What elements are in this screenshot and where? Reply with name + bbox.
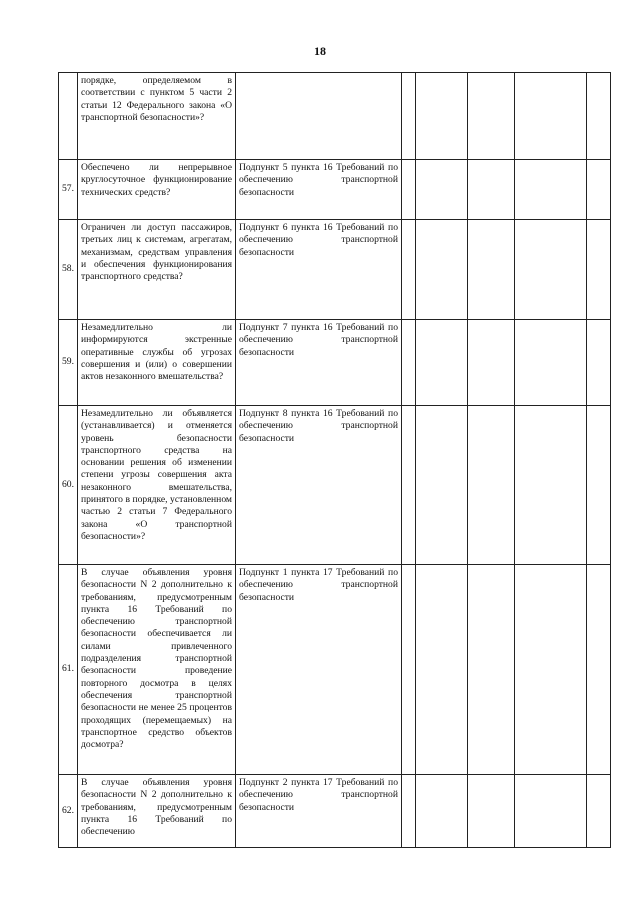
reference-cell: Подпункт 5 пункта 16 Требований по обеспечению транспортной безопасности [236, 160, 402, 220]
row-number [59, 73, 78, 160]
answer-no-cell [416, 565, 468, 775]
answer-na-cell [468, 220, 515, 320]
reference-cell: Подпункт 8 пункта 16 Требований по обеспечению транспортной безопасности [236, 406, 402, 565]
extra-cell [587, 406, 611, 565]
reference-cell: Подпункт 1 пункта 17 Требований по обеспечению транспортной безопасности [236, 565, 402, 775]
extra-cell [587, 565, 611, 775]
note-cell [515, 220, 587, 320]
row-number: 60. [59, 406, 78, 565]
note-cell [515, 406, 587, 565]
answer-yes-cell [402, 160, 416, 220]
reference-cell: Подпункт 7 пункта 16 Требований по обеспечению транспортной безопасности [236, 320, 402, 406]
answer-no-cell [416, 220, 468, 320]
table-row [59, 775, 611, 848]
question-cell: Незамедлительно ли объявляется (устанавливается) и отменяется уровень безопасности транспортного средства на основании решения об изменении степени угрозы совершения акта незаконного вмешательства, принятого в порядке, установленном частью 2 статьи 7 Федерального закона «О транспортной безопасности»? [78, 406, 236, 565]
extra-cell [587, 73, 611, 160]
table-row [59, 320, 611, 406]
extra-cell [587, 320, 611, 406]
note-cell [515, 73, 587, 160]
answer-no-cell [416, 320, 468, 406]
table-row [59, 160, 611, 220]
question-cell: Ограничен ли доступ пассажиров, третьих лиц к системам, агрегатам, механизмам, средствам управления и обеспечения функционирования транспортного средства? [78, 220, 236, 320]
answer-yes-cell [402, 565, 416, 775]
answer-no-cell [416, 775, 468, 848]
note-cell [515, 775, 587, 848]
answer-no-cell [416, 73, 468, 160]
answer-no-cell [416, 406, 468, 565]
table-row [59, 220, 611, 320]
reference-cell [236, 73, 402, 160]
row-number: 61. [59, 565, 78, 775]
note-cell [515, 565, 587, 775]
table-row [59, 565, 611, 775]
row-number: 62. [59, 775, 78, 848]
reference-cell: Подпункт 6 пункта 16 Требований по обеспечению транспортной безопасности [236, 220, 402, 320]
note-cell [515, 320, 587, 406]
answer-na-cell [468, 160, 515, 220]
question-cell: Незамедлительно ли информируются экстренные оперативные службы об угрозах совершения и (или) о совершении актов незаконного вмешательства? [78, 320, 236, 406]
answer-na-cell [468, 775, 515, 848]
answer-na-cell [468, 320, 515, 406]
row-number: 57. [59, 160, 78, 220]
row-number: 59. [59, 320, 78, 406]
answer-yes-cell [402, 775, 416, 848]
table-row [59, 73, 611, 160]
row-number: 58. [59, 220, 78, 320]
extra-cell [587, 775, 611, 848]
table-row [59, 406, 611, 565]
answer-yes-cell [402, 406, 416, 565]
question-cell: Обеспечено ли непрерывное круглосуточное функционирование технических средств? [78, 160, 236, 220]
answer-yes-cell [402, 320, 416, 406]
note-cell [515, 160, 587, 220]
answer-na-cell [468, 565, 515, 775]
extra-cell [587, 160, 611, 220]
extra-cell [587, 220, 611, 320]
question-cell: В случае объявления уровня безопасности N 2 дополнительно к требованиям, предусмотренным пункта 16 Требований по обеспечению транспортной безопасности обеспечивается ли силами привлеченного подразделения транспортной безопасности проведение повторного досмотра в целях обеспечения транспортной безопасности не менее 25 процентов проходящих (перемещаемых) на транспортное средство объектов досмотра? [78, 565, 236, 775]
answer-no-cell [416, 160, 468, 220]
checklist-table [58, 72, 611, 848]
answer-na-cell [468, 73, 515, 160]
question-cell: порядке, определяемом в соответствии с пунктом 5 части 2 статьи 12 Федерального закона «О транспортной безопасности»? [78, 73, 236, 160]
page-number: 18 [314, 44, 326, 58]
answer-na-cell [468, 406, 515, 565]
question-cell: В случае объявления уровня безопасности N 2 дополнительно к требованиям, предусмотренным пункта 16 Требований по обеспечению [78, 775, 236, 848]
answer-yes-cell [402, 73, 416, 160]
reference-cell: Подпункт 2 пункта 17 Требований по обеспечению транспортной безопасности [236, 775, 402, 848]
answer-yes-cell [402, 220, 416, 320]
